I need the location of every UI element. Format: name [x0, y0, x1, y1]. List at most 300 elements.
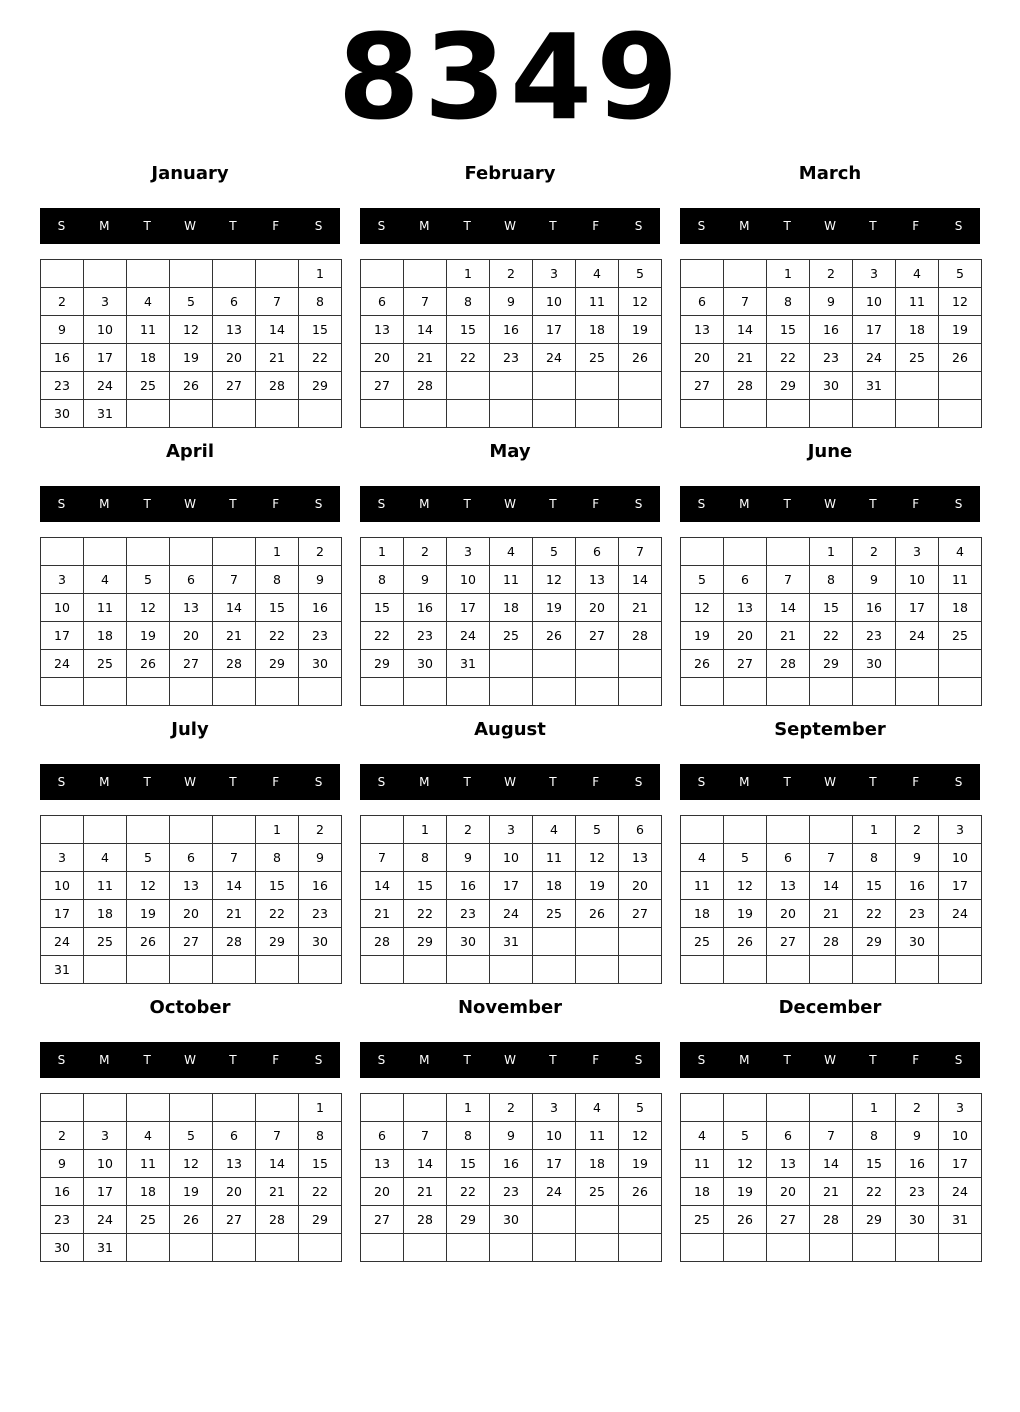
- day-cell: 14: [810, 1150, 853, 1178]
- day-cell: 10: [533, 1122, 576, 1150]
- day-grid: [40, 1093, 342, 1262]
- day-grid: [680, 1093, 982, 1262]
- day-grid: [40, 815, 342, 984]
- week-row: [681, 622, 982, 650]
- week-row: [681, 566, 982, 594]
- day-cell: 30: [896, 928, 939, 956]
- day-cell: [361, 1234, 404, 1262]
- day-cell: 6: [576, 538, 619, 566]
- week-row: [41, 956, 342, 984]
- day-cell: 28: [213, 650, 256, 678]
- weekday-label: M: [419, 219, 430, 233]
- day-cell: 9: [299, 844, 342, 872]
- weekday-label: F: [272, 1053, 280, 1067]
- day-cell: 20: [767, 900, 810, 928]
- weekday-header: [40, 764, 340, 800]
- week-row: [361, 1178, 662, 1206]
- day-cell: 2: [896, 816, 939, 844]
- day-grid: [360, 259, 662, 428]
- day-cell: 27: [724, 650, 767, 678]
- week-row: [361, 344, 662, 372]
- day-cell: 18: [896, 316, 939, 344]
- weekday-header: [40, 1042, 340, 1078]
- day-cell: 13: [724, 594, 767, 622]
- weekday-label: M: [99, 497, 110, 511]
- day-cell: 2: [299, 538, 342, 566]
- day-cell: [490, 956, 533, 984]
- day-cell: [533, 400, 576, 428]
- week-row: [41, 288, 342, 316]
- weekday-label: M: [419, 1053, 430, 1067]
- day-cell: 23: [490, 344, 533, 372]
- day-cell: 4: [84, 844, 127, 872]
- week-row: [361, 1150, 662, 1178]
- day-cell: [41, 538, 84, 566]
- day-cell: [681, 538, 724, 566]
- weekday-label: F: [592, 497, 600, 511]
- day-cell: 3: [533, 1094, 576, 1122]
- weekday-label: M: [99, 1053, 110, 1067]
- day-cell: 27: [170, 928, 213, 956]
- week-row: [41, 1150, 342, 1178]
- day-cell: 25: [84, 650, 127, 678]
- day-cell: [404, 400, 447, 428]
- day-cell: 27: [681, 372, 724, 400]
- day-cell: 12: [619, 1122, 662, 1150]
- day-cell: 3: [447, 538, 490, 566]
- week-row: [681, 650, 982, 678]
- day-cell: 2: [404, 538, 447, 566]
- weekday-label: S: [57, 775, 66, 789]
- day-cell: [84, 956, 127, 984]
- day-grid: [40, 537, 342, 706]
- day-cell: 25: [84, 928, 127, 956]
- weekday-label: T: [783, 1053, 791, 1067]
- week-row: [361, 844, 662, 872]
- day-cell: [767, 678, 810, 706]
- day-cell: 8: [361, 566, 404, 594]
- day-cell: [213, 816, 256, 844]
- day-cell: 17: [939, 1150, 982, 1178]
- weekday-label: W: [824, 775, 836, 789]
- day-cell: [619, 928, 662, 956]
- week-row: [681, 678, 982, 706]
- weekday-label: F: [912, 219, 920, 233]
- week-row: [361, 1234, 662, 1262]
- day-grid: [680, 259, 982, 428]
- day-cell: 8: [299, 1122, 342, 1150]
- day-cell: 28: [213, 928, 256, 956]
- day-cell: [84, 678, 127, 706]
- day-cell: 30: [299, 650, 342, 678]
- day-cell: [170, 260, 213, 288]
- day-cell: 15: [256, 594, 299, 622]
- day-cell: 23: [490, 1178, 533, 1206]
- day-cell: 15: [767, 316, 810, 344]
- day-cell: 2: [853, 538, 896, 566]
- day-cell: [619, 400, 662, 428]
- day-cell: [853, 956, 896, 984]
- day-cell: [490, 678, 533, 706]
- weekday-label: T: [549, 497, 557, 511]
- day-cell: 26: [724, 1206, 767, 1234]
- day-cell: 22: [299, 1178, 342, 1206]
- month-name: January: [151, 163, 229, 184]
- weekday-label: S: [314, 219, 323, 233]
- day-cell: 18: [127, 1178, 170, 1206]
- day-cell: 24: [490, 900, 533, 928]
- day-cell: 10: [84, 316, 127, 344]
- day-cell: 25: [681, 1206, 724, 1234]
- day-cell: 16: [490, 1150, 533, 1178]
- day-cell: 11: [939, 566, 982, 594]
- day-cell: 18: [576, 316, 619, 344]
- day-cell: 9: [896, 844, 939, 872]
- day-cell: 7: [256, 288, 299, 316]
- day-cell: 4: [939, 538, 982, 566]
- day-cell: 29: [361, 650, 404, 678]
- weekday-label: T: [229, 1053, 237, 1067]
- day-cell: 7: [213, 566, 256, 594]
- day-cell: 21: [810, 1178, 853, 1206]
- day-cell: [853, 400, 896, 428]
- day-cell: 6: [170, 566, 213, 594]
- month-name: July: [171, 719, 209, 740]
- day-cell: 8: [810, 566, 853, 594]
- day-cell: 1: [361, 538, 404, 566]
- day-cell: 6: [213, 288, 256, 316]
- day-cell: 21: [213, 622, 256, 650]
- day-cell: 7: [404, 1122, 447, 1150]
- day-cell: 9: [447, 844, 490, 872]
- day-cell: 19: [681, 622, 724, 650]
- day-cell: 24: [533, 344, 576, 372]
- day-cell: 19: [170, 344, 213, 372]
- day-cell: [41, 260, 84, 288]
- day-cell: 17: [896, 594, 939, 622]
- day-cell: [361, 260, 404, 288]
- day-cell: [299, 678, 342, 706]
- day-cell: 14: [404, 316, 447, 344]
- day-grid: [40, 259, 342, 428]
- week-row: [681, 400, 982, 428]
- day-cell: [41, 816, 84, 844]
- day-cell: 28: [767, 650, 810, 678]
- day-cell: 5: [724, 1122, 767, 1150]
- day-cell: 23: [447, 900, 490, 928]
- day-cell: 22: [404, 900, 447, 928]
- day-cell: [533, 372, 576, 400]
- day-cell: 18: [681, 900, 724, 928]
- day-cell: 1: [447, 260, 490, 288]
- day-cell: 8: [404, 844, 447, 872]
- day-cell: 13: [767, 1150, 810, 1178]
- day-cell: 26: [533, 622, 576, 650]
- day-cell: 23: [41, 372, 84, 400]
- day-cell: [361, 956, 404, 984]
- day-cell: 1: [256, 816, 299, 844]
- week-row: [361, 566, 662, 594]
- day-cell: 1: [299, 260, 342, 288]
- weekday-header: [40, 208, 340, 244]
- weekday-label: F: [592, 219, 600, 233]
- weekday-label: W: [504, 219, 516, 233]
- week-row: [41, 372, 342, 400]
- day-cell: [170, 678, 213, 706]
- day-cell: 20: [170, 900, 213, 928]
- day-cell: [404, 1094, 447, 1122]
- day-cell: [490, 650, 533, 678]
- day-cell: 26: [619, 1178, 662, 1206]
- day-cell: [767, 1094, 810, 1122]
- day-cell: 26: [724, 928, 767, 956]
- day-cell: 19: [619, 1150, 662, 1178]
- day-cell: [724, 538, 767, 566]
- week-row: [681, 288, 982, 316]
- day-cell: [213, 1094, 256, 1122]
- weekday-label: W: [504, 775, 516, 789]
- day-cell: 21: [213, 900, 256, 928]
- day-cell: 22: [810, 622, 853, 650]
- week-row: [361, 900, 662, 928]
- day-cell: [896, 400, 939, 428]
- week-row: [361, 1122, 662, 1150]
- day-cell: [724, 816, 767, 844]
- day-cell: 16: [41, 344, 84, 372]
- day-cell: [299, 1234, 342, 1262]
- day-cell: 12: [127, 872, 170, 900]
- day-cell: 23: [896, 1178, 939, 1206]
- day-cell: 12: [533, 566, 576, 594]
- day-cell: 23: [853, 622, 896, 650]
- day-cell: 16: [896, 872, 939, 900]
- weekday-header: [680, 764, 980, 800]
- weekday-label: S: [697, 219, 706, 233]
- day-cell: [576, 650, 619, 678]
- weekday-label: M: [99, 219, 110, 233]
- day-cell: [724, 260, 767, 288]
- day-cell: 20: [681, 344, 724, 372]
- day-cell: [256, 400, 299, 428]
- weekday-label: S: [634, 775, 643, 789]
- month-name: September: [774, 719, 886, 740]
- day-cell: 3: [84, 288, 127, 316]
- day-cell: 7: [724, 288, 767, 316]
- day-cell: [724, 400, 767, 428]
- weekday-label: S: [57, 1053, 66, 1067]
- day-cell: 25: [681, 928, 724, 956]
- day-cell: 4: [490, 538, 533, 566]
- day-cell: 5: [127, 844, 170, 872]
- day-cell: 17: [853, 316, 896, 344]
- week-row: [361, 400, 662, 428]
- day-cell: 18: [939, 594, 982, 622]
- day-cell: [84, 816, 127, 844]
- week-row: [41, 400, 342, 428]
- weekday-header: [680, 486, 980, 522]
- day-cell: 13: [361, 316, 404, 344]
- day-cell: [576, 928, 619, 956]
- day-cell: 1: [767, 260, 810, 288]
- day-cell: 19: [724, 1178, 767, 1206]
- day-cell: 21: [256, 344, 299, 372]
- week-row: [361, 678, 662, 706]
- week-row: [41, 650, 342, 678]
- day-cell: [490, 372, 533, 400]
- day-cell: 5: [681, 566, 724, 594]
- day-cell: 23: [299, 900, 342, 928]
- week-row: [681, 900, 982, 928]
- day-cell: [939, 650, 982, 678]
- day-cell: 17: [41, 900, 84, 928]
- week-row: [681, 1122, 982, 1150]
- day-cell: 10: [533, 288, 576, 316]
- day-cell: 11: [84, 594, 127, 622]
- weekday-label: S: [697, 775, 706, 789]
- day-cell: [127, 260, 170, 288]
- weekday-label: T: [463, 775, 471, 789]
- day-cell: 6: [619, 816, 662, 844]
- day-cell: 7: [361, 844, 404, 872]
- day-cell: 15: [447, 316, 490, 344]
- day-cell: 17: [447, 594, 490, 622]
- weekday-label: S: [377, 1053, 386, 1067]
- day-cell: [810, 678, 853, 706]
- week-row: [681, 1206, 982, 1234]
- day-cell: 9: [41, 1150, 84, 1178]
- day-cell: [170, 816, 213, 844]
- day-cell: 29: [256, 928, 299, 956]
- weekday-label: F: [912, 1053, 920, 1067]
- day-cell: 27: [213, 1206, 256, 1234]
- day-cell: 29: [299, 372, 342, 400]
- day-cell: 5: [619, 260, 662, 288]
- week-row: [41, 1234, 342, 1262]
- day-cell: 12: [170, 316, 213, 344]
- day-cell: 8: [447, 1122, 490, 1150]
- day-cell: 31: [41, 956, 84, 984]
- day-cell: 4: [533, 816, 576, 844]
- day-cell: 2: [447, 816, 490, 844]
- day-cell: 30: [41, 400, 84, 428]
- day-cell: 3: [533, 260, 576, 288]
- day-cell: 10: [447, 566, 490, 594]
- day-cell: 27: [767, 928, 810, 956]
- day-cell: 3: [939, 816, 982, 844]
- day-cell: 7: [256, 1122, 299, 1150]
- day-cell: [896, 650, 939, 678]
- weekday-label: F: [272, 219, 280, 233]
- day-cell: [619, 678, 662, 706]
- week-row: [681, 1178, 982, 1206]
- day-cell: 23: [810, 344, 853, 372]
- day-cell: 29: [810, 650, 853, 678]
- day-cell: [361, 1094, 404, 1122]
- day-cell: 24: [447, 622, 490, 650]
- day-cell: [213, 400, 256, 428]
- day-cell: [724, 1094, 767, 1122]
- day-cell: 17: [41, 622, 84, 650]
- day-cell: 3: [84, 1122, 127, 1150]
- day-cell: 21: [404, 1178, 447, 1206]
- weekday-label: T: [869, 219, 877, 233]
- day-cell: 25: [576, 344, 619, 372]
- day-cell: 3: [896, 538, 939, 566]
- day-grid: [360, 1093, 662, 1262]
- weekday-header: [360, 486, 660, 522]
- weekday-label: W: [824, 219, 836, 233]
- day-cell: 11: [681, 1150, 724, 1178]
- day-cell: 6: [213, 1122, 256, 1150]
- day-cell: [619, 650, 662, 678]
- day-cell: 16: [447, 872, 490, 900]
- week-row: [361, 288, 662, 316]
- day-cell: 16: [853, 594, 896, 622]
- week-row: [41, 316, 342, 344]
- day-cell: [170, 400, 213, 428]
- weekday-label: M: [739, 775, 750, 789]
- day-cell: [810, 400, 853, 428]
- weekday-label: S: [634, 1053, 643, 1067]
- weekday-label: M: [419, 497, 430, 511]
- day-cell: 28: [256, 372, 299, 400]
- day-cell: [853, 678, 896, 706]
- day-cell: [939, 1234, 982, 1262]
- day-cell: 16: [810, 316, 853, 344]
- day-cell: 1: [404, 816, 447, 844]
- month-name: April: [165, 441, 215, 462]
- day-cell: 1: [853, 816, 896, 844]
- weekday-label: S: [314, 1053, 323, 1067]
- day-cell: [41, 678, 84, 706]
- weekday-label: W: [504, 497, 516, 511]
- day-cell: 4: [681, 1122, 724, 1150]
- day-cell: 19: [576, 872, 619, 900]
- day-cell: 10: [490, 844, 533, 872]
- day-cell: 14: [213, 872, 256, 900]
- day-cell: 28: [404, 1206, 447, 1234]
- week-row: [361, 956, 662, 984]
- weekday-label: S: [634, 497, 643, 511]
- week-row: [361, 538, 662, 566]
- day-cell: [576, 956, 619, 984]
- day-cell: 3: [41, 566, 84, 594]
- week-row: [361, 816, 662, 844]
- day-cell: [533, 650, 576, 678]
- week-row: [681, 816, 982, 844]
- day-cell: [896, 372, 939, 400]
- weekday-label: T: [143, 775, 151, 789]
- week-row: [681, 928, 982, 956]
- day-cell: 13: [361, 1150, 404, 1178]
- day-cell: 8: [853, 1122, 896, 1150]
- day-cell: 18: [490, 594, 533, 622]
- day-cell: [939, 928, 982, 956]
- weekday-label: S: [314, 775, 323, 789]
- day-cell: 22: [299, 344, 342, 372]
- day-cell: [447, 956, 490, 984]
- day-cell: 7: [810, 1122, 853, 1150]
- month-name: February: [464, 163, 556, 184]
- day-cell: 14: [767, 594, 810, 622]
- week-row: [681, 1094, 982, 1122]
- weekday-label: S: [57, 219, 66, 233]
- weekday-label: T: [549, 1053, 557, 1067]
- weekday-label: S: [377, 497, 386, 511]
- day-cell: 9: [810, 288, 853, 316]
- day-cell: 13: [576, 566, 619, 594]
- day-cell: 22: [361, 622, 404, 650]
